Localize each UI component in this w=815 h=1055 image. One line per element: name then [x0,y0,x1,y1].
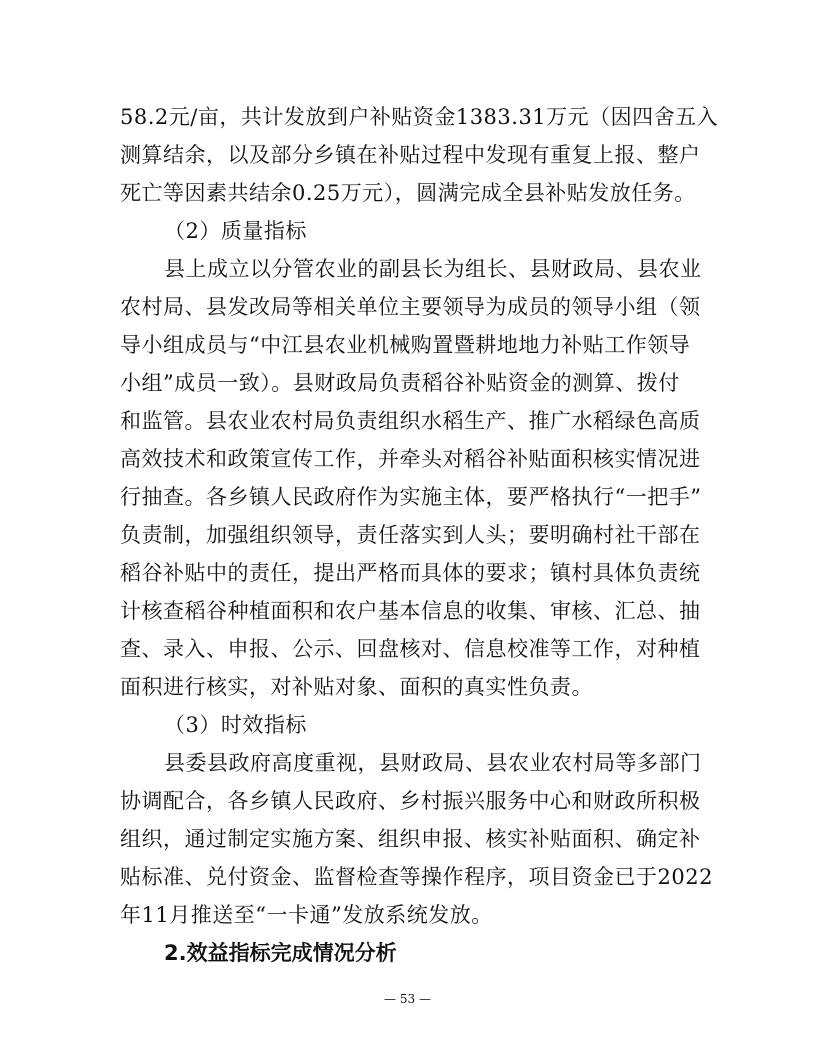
paragraph-line: 农村局、县发改局等相关单位主要领导为成员的领导小组（领 [120,295,701,319]
paragraph-line: 高效技术和政策宣传工作，并牵头对稻谷补贴面积核实情况进 [120,447,701,471]
paragraph-line: 小组”成员一致）。县财政局负责稻谷补贴资金的测算、拨付 [120,371,680,395]
paragraph-line: 面积进行核实，对补贴对象、面积的真实性负责。 [120,675,593,699]
paragraph-line: 死亡等因素共结余0.25万元），圆满完成全县补贴发放任务。 [120,181,696,205]
paragraph-line: 组织，通过制定实施方案、组织申报、核实补贴面积、确定补 [120,827,701,851]
section-heading: 2.效益指标完成情况分析 [164,941,397,965]
paragraph-line: 导小组成员与“中江县农业机械购置暨耕地地力补贴工作领导 [120,333,691,357]
paragraph-line: 县委县政府高度重视，县财政局、县农业农村局等多部门 [164,751,702,775]
paragraph-line: 年11月推送至“一卡通”发放系统发放。 [120,903,493,927]
page-number: — 53 — [384,992,431,1006]
paragraph-line: 测算结余，以及部分乡镇在补贴过程中发现有重复上报、整户 [120,143,701,167]
paragraph-line: 负责制，加强组织领导，责任落实到人头；要明确村社干部在 [120,523,701,547]
paragraph-line: 贴标准、兑付资金、监督检查等操作程序，项目资金已于2022 [120,865,713,889]
paragraph-line: 稻谷补贴中的责任，提出严格而具体的要求；镇村具体负责统 [120,561,701,585]
paragraph-line: 县上成立以分管农业的副县长为组长、县财政局、县农业 [164,257,702,281]
paragraph-line: 和监管。县农业农村局负责组织水稻生产、推广水稻绿色高质 [120,409,701,433]
paragraph-line: 计核查稻谷种植面积和农户基本信息的收集、审核、汇总、抽 [120,599,701,623]
paragraph-line: 协调配合，各乡镇人民政府、乡村振兴服务中心和财政所积极 [120,789,701,813]
paragraph-line: 查、录入、申报、公示、回盘核对、信息校准等工作，对种植 [120,637,701,661]
paragraph-line: 行抽查。各乡镇人民政府作为实施主体，要严格执行“一把手” [120,485,702,509]
paragraph-line: 58.2元/亩，共计发放到户补贴资金1383.31万元（因四舍五入 [120,105,719,129]
subheading-quality: （2）质量指标 [164,219,307,243]
subheading-timeliness: （3）时效指标 [164,713,307,737]
